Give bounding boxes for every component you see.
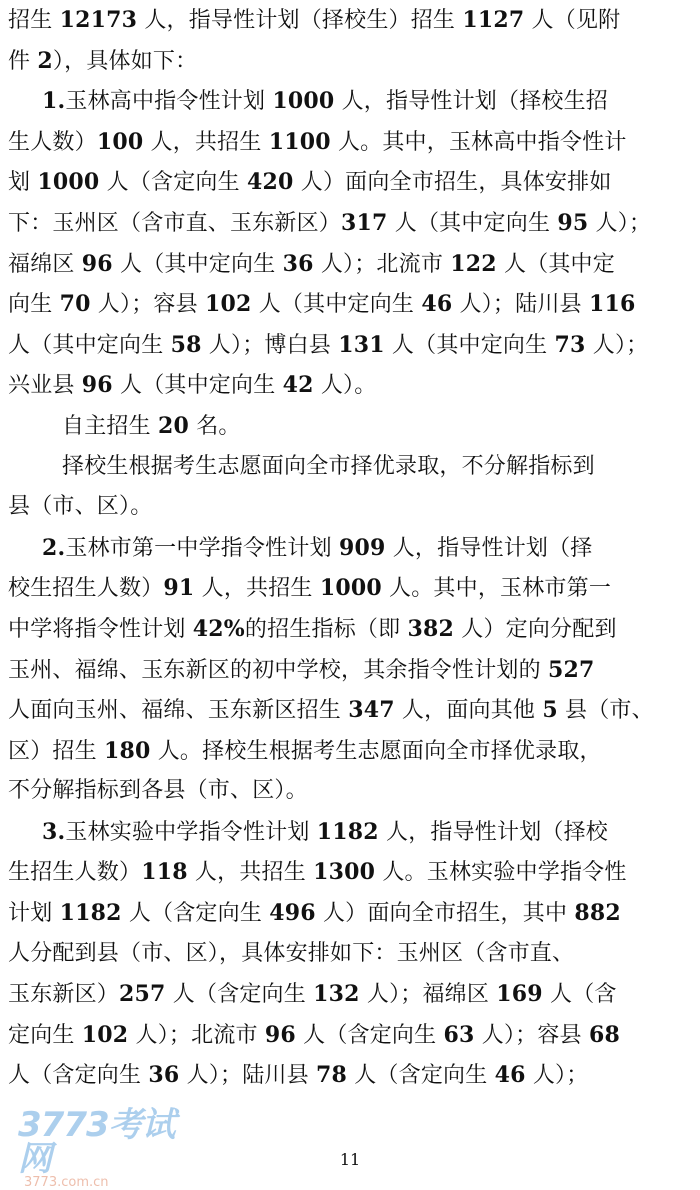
text-segment: 人（其中定 <box>496 251 615 277</box>
text-segment: 人（其中定向生 <box>112 251 283 277</box>
text-line <box>8 203 692 244</box>
text-segment: 划 <box>8 170 38 196</box>
bold-number: 20 <box>158 412 190 439</box>
text-line <box>8 81 692 122</box>
bold-number: 2 <box>37 47 53 74</box>
bold-number: 91 <box>163 575 195 602</box>
bold-number: 63 <box>443 1021 475 1048</box>
text-line <box>8 447 692 488</box>
bold-number: 42 <box>282 372 314 399</box>
text-segment: 计划 <box>8 901 60 927</box>
text-segment: 人面向玉州、福绵、玉东新区招生 <box>8 698 349 724</box>
bold-number: 102 <box>205 291 252 318</box>
text-segment: 人。其中，玉林市第一 <box>381 576 612 602</box>
text-segment: 县（市、区）。 <box>8 494 153 520</box>
text-segment: 校生招生人数） <box>8 576 164 602</box>
bold-number: 42% <box>192 615 245 642</box>
text-line <box>8 1055 692 1096</box>
bold-number: 100 <box>96 128 144 155</box>
text-line <box>8 650 692 691</box>
bold-number: 58 <box>170 331 202 358</box>
text-segment: 人（含定向生 <box>99 170 248 196</box>
text-segment: 的招生指标（即 <box>244 616 408 642</box>
bold-number: 36 <box>282 250 314 277</box>
bold-number: 909 <box>338 534 386 561</box>
text-segment: 人）面向全市招生，具体安排如 <box>293 170 612 196</box>
text-segment: 人）； <box>588 210 652 236</box>
text-line <box>8 244 692 285</box>
text-segment: 人（含 <box>542 982 617 1008</box>
text-line <box>8 731 692 772</box>
page-number: 11 <box>339 1150 361 1169</box>
text-segment: 人，面向其他 <box>394 698 543 724</box>
text-segment: 件 <box>8 48 38 74</box>
text-segment: 兴业县 <box>8 373 82 399</box>
bold-number: 131 <box>338 331 385 358</box>
bold-number: 2. <box>42 534 66 561</box>
text-segment: 人（见附 <box>524 8 621 33</box>
text-segment: 人，共招生 <box>194 576 320 602</box>
bold-number: 1. <box>42 88 66 115</box>
text-line <box>8 406 692 447</box>
text-segment: 人，指导性计划（择校生）招生 <box>137 8 463 33</box>
bold-number: 70 <box>59 291 91 318</box>
text-line <box>8 771 692 812</box>
bold-number: 46 <box>421 291 453 318</box>
text-segment: 人。择校生根据考生志愿面向全市择优录取， <box>150 738 602 764</box>
text-line <box>8 1015 692 1056</box>
text-segment: 自主招生 <box>62 413 158 439</box>
text-segment: 人（含定向生 <box>8 1063 149 1089</box>
text-line <box>8 528 692 569</box>
text-line <box>8 609 692 650</box>
text-line <box>8 487 692 528</box>
text-line <box>8 974 692 1015</box>
text-segment: 向生 <box>8 292 60 318</box>
bold-number: 180 <box>104 737 151 764</box>
watermark-main-text: 3773考试网 <box>18 1105 175 1179</box>
bold-number: 1182 <box>316 818 379 845</box>
text-segment: 人，指导性计划（择 <box>385 535 593 561</box>
text-segment: 人（其中定向生 <box>251 292 422 318</box>
text-line <box>8 284 692 325</box>
text-segment: 人）；容县 <box>474 1022 589 1048</box>
text-segment: 择校生根据考生志愿面向全市择优录取，不分解指标到 <box>62 453 595 479</box>
text-segment: 人，指导性计划（择校生招 <box>334 89 609 115</box>
text-segment: 人（其中定向生 <box>387 210 558 236</box>
text-line <box>8 568 692 609</box>
text-segment: 人）；博白县 <box>201 332 339 358</box>
bold-number: 5 <box>542 697 558 724</box>
text-segment: 福绵区 <box>8 251 82 277</box>
text-segment: 人）；陆川县 <box>452 292 589 318</box>
bold-number: 96 <box>264 1021 296 1048</box>
text-line <box>8 690 692 731</box>
text-segment: 人，共招生 <box>143 129 269 155</box>
text-line <box>8 122 692 163</box>
text-line <box>8 325 692 366</box>
text-segment: 招生 <box>8 8 60 33</box>
bold-number: 1000 <box>37 169 100 196</box>
text-line <box>8 0 692 41</box>
text-segment: 区）招生 <box>8 738 104 764</box>
bold-number: 347 <box>348 697 395 724</box>
text-segment: 不分解指标到各县（市、区）。 <box>8 778 308 804</box>
text-segment: 生招生人数） <box>8 860 142 886</box>
text-line <box>8 893 692 934</box>
text-segment: 中学将指令性计划 <box>8 616 193 642</box>
document-body <box>8 0 692 1096</box>
text-segment: 人（含定向生 <box>165 982 314 1008</box>
bold-number: 1127 <box>462 7 525 33</box>
text-segment: 玉林市第一中学指令性计划 <box>65 535 339 561</box>
text-segment: 人分配到县（市、区），具体安排如下：玉州区（含市直、 <box>8 940 575 966</box>
text-line <box>8 852 692 893</box>
text-line <box>8 162 692 203</box>
text-segment: 人（含定向生 <box>121 901 270 927</box>
text-line <box>8 812 692 853</box>
text-segment: 人（含定向生 <box>347 1063 495 1089</box>
bold-number: 78 <box>316 1062 348 1089</box>
text-segment: 县（市、 <box>557 698 654 724</box>
text-segment: 名。 <box>189 413 241 439</box>
bold-number: 122 <box>450 250 497 277</box>
bold-number: 96 <box>81 372 113 399</box>
bold-number: 1182 <box>59 900 122 927</box>
text-segment: 人（其中定向生 <box>384 332 555 358</box>
bold-number: 102 <box>81 1021 129 1048</box>
bold-number: 3. <box>42 818 66 845</box>
bold-number: 527 <box>548 656 595 683</box>
text-segment: 人，共招生 <box>187 860 314 886</box>
bold-number: 1000 <box>272 88 335 115</box>
bold-number: 96 <box>81 250 113 277</box>
bold-number: 36 <box>148 1062 180 1089</box>
text-segment: 人（其中定向生 <box>8 332 171 358</box>
bold-number: 1300 <box>313 859 376 886</box>
bold-number: 420 <box>247 169 294 196</box>
text-line <box>8 365 692 406</box>
text-line <box>8 41 692 82</box>
bold-number: 382 <box>407 615 455 642</box>
text-segment: ），具体如下： <box>52 48 198 74</box>
text-segment: 玉州、福绵、玉东新区的初中学校，其余指令性计划的 <box>8 657 548 683</box>
bold-number: 1000 <box>319 575 382 602</box>
text-segment: 人）。 <box>313 373 377 399</box>
bold-number: 116 <box>588 291 636 318</box>
bold-number: 73 <box>554 331 586 358</box>
text-segment: 玉林高中指令性计划 <box>65 89 273 115</box>
text-segment: 人（其中定向生 <box>112 373 283 399</box>
text-segment: 人）；北流市 <box>313 251 451 277</box>
text-segment: 玉东新区） <box>8 982 120 1008</box>
bold-number: 496 <box>269 900 316 927</box>
text-segment: 人（含定向生 <box>295 1022 444 1048</box>
text-segment: 人。玉林实验中学指令性 <box>375 860 627 886</box>
text-segment: 人）；福绵区 <box>359 982 497 1008</box>
bold-number: 1100 <box>268 128 331 155</box>
bold-number: 882 <box>574 900 621 927</box>
text-segment: 人）；北流市 <box>128 1022 265 1048</box>
bold-number: 132 <box>313 981 360 1008</box>
bold-number: 257 <box>119 981 166 1008</box>
bold-number: 46 <box>494 1062 526 1089</box>
text-segment: 人）；陆川县 <box>179 1063 317 1089</box>
text-segment: 人）； <box>525 1063 589 1089</box>
text-segment: 下：玉州区（含市直、玉东新区） <box>8 210 342 236</box>
bold-number: 317 <box>341 209 388 236</box>
bold-number: 68 <box>588 1021 620 1048</box>
text-segment: 人。其中，玉林高中指令性计 <box>330 129 627 155</box>
text-segment: 人）定向分配到 <box>454 616 617 642</box>
text-segment: 人，指导性计划（择校 <box>378 819 609 845</box>
text-segment: 定向生 <box>8 1022 82 1048</box>
bold-number: 169 <box>496 981 543 1008</box>
text-segment: 人）； <box>585 332 649 358</box>
text-line <box>8 934 692 975</box>
bold-number: 95 <box>557 209 589 236</box>
bold-number: 12173 <box>59 7 138 33</box>
watermark-sub-text: 3773.com.cn <box>24 1175 109 1190</box>
text-segment: 人）；容县 <box>90 292 205 318</box>
bold-number: 118 <box>141 859 188 886</box>
text-segment: 生人数） <box>8 129 97 155</box>
text-segment: 人）面向全市招生，其中 <box>315 901 575 927</box>
text-segment: 玉林实验中学指令性计划 <box>65 819 317 845</box>
